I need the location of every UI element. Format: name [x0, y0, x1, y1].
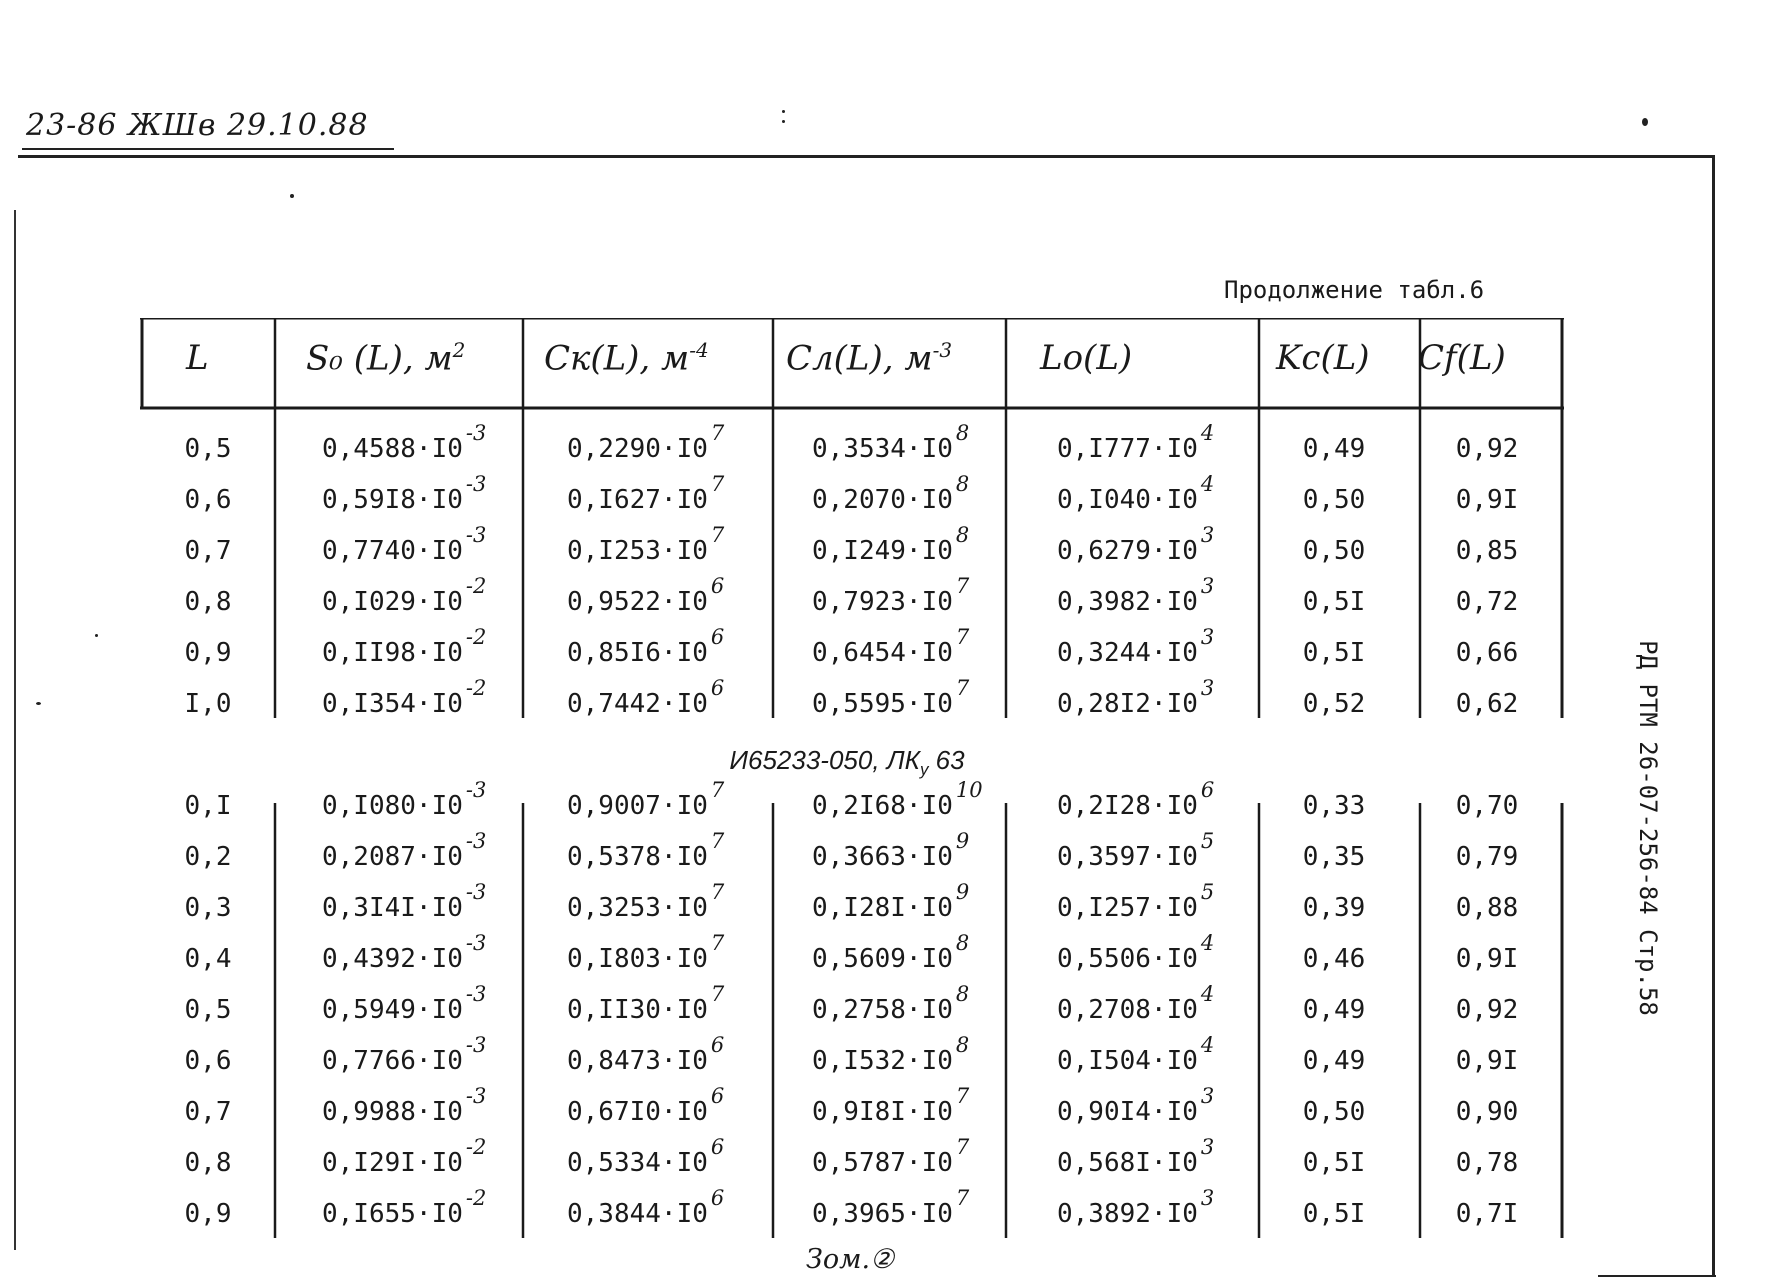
- cell-Ck: $0,8473\cdot I0^6$: [567, 1033, 725, 1076]
- cell-Cf: 0,9I: [1455, 944, 1519, 974]
- scan-speck: [782, 110, 785, 113]
- cell-Kc: 0,35: [1302, 842, 1366, 872]
- cell-L: 0,9: [184, 638, 232, 668]
- cell-Cl: $0,2070\cdot I0^8$: [812, 472, 970, 515]
- header-Ck: Cк(L), $м^{-4}$: [544, 338, 709, 379]
- cell-Lo: $0,3892\cdot I0^3$: [1057, 1186, 1215, 1229]
- cell-Lo: $0,90I4\cdot I0^3$: [1057, 1084, 1215, 1127]
- cell-Cl: $0,2I68\cdot I0^{10}$: [812, 778, 983, 821]
- cell-Kc: 0,49: [1302, 995, 1366, 1025]
- cell-L: 0,3: [184, 893, 232, 923]
- cell-S0: $0,59I8\cdot I0^{-3}$: [322, 472, 487, 515]
- cell-S0: $0,4392\cdot I0^{-3}$: [322, 931, 487, 974]
- cell-Cf: 0,92: [1455, 995, 1519, 1025]
- cell-Ck: $0,I253\cdot I0^7$: [567, 523, 725, 566]
- cell-Lo: $0,28I2\cdot I0^3$: [1057, 676, 1215, 719]
- header-Lo: Lo(L): [1040, 338, 1133, 378]
- cell-S0: $0,7740\cdot I0^{-3}$: [322, 523, 487, 566]
- cell-S0: $0,3I4I\cdot I0^{-3}$: [322, 880, 487, 923]
- cell-Kc: 0,50: [1302, 536, 1366, 566]
- cell-Kc: 0,5I: [1302, 1199, 1366, 1229]
- cell-Kc: 0,49: [1302, 434, 1366, 464]
- cell-L: 0,5: [184, 434, 232, 464]
- cell-Cf: 0,88: [1455, 893, 1519, 923]
- cell-Ck: $0,5378\cdot I0^7$: [567, 829, 725, 872]
- cell-Kc: 0,5I: [1302, 638, 1366, 668]
- cell-Ck: $0,3844\cdot I0^6$: [567, 1186, 725, 1229]
- cell-Lo: $0,6279\cdot I0^3$: [1057, 523, 1215, 566]
- cell-S0: $0,I354\cdot I0^{-2}$: [322, 676, 487, 719]
- footer-note: Зом.②: [806, 1244, 895, 1275]
- cell-L: 0,2: [184, 842, 232, 872]
- cell-Kc: 0,50: [1302, 485, 1366, 515]
- cell-Cl: $0,7923\cdot I0^7$: [812, 574, 970, 617]
- cell-Lo: $0,3244\cdot I0^3$: [1057, 625, 1215, 668]
- cell-S0: $0,I29I\cdot I0^{-2}$: [322, 1135, 487, 1178]
- cell-L: 0,9: [184, 1199, 232, 1229]
- cell-Kc: 0,50: [1302, 1097, 1366, 1127]
- cell-Ck: $0,67I0\cdot I0^6$: [567, 1084, 725, 1127]
- handwritten-underline: [22, 148, 394, 150]
- cell-Cl: $0,5609\cdot I0^8$: [812, 931, 970, 974]
- cell-Cf: 0,66: [1455, 638, 1519, 668]
- cell-Cl: $0,9I8I\cdot I0^7$: [812, 1084, 970, 1127]
- cell-Cf: 0,85: [1455, 536, 1519, 566]
- frame-top-line: [18, 155, 1714, 158]
- cell-Ck: $0,9522\cdot I0^6$: [567, 574, 725, 617]
- cell-Cl: $0,5787\cdot I0^7$: [812, 1135, 970, 1178]
- header-Kc: Kc(L): [1276, 338, 1370, 378]
- cell-S0: $0,4588\cdot I0^{-3}$: [322, 421, 487, 464]
- cell-Kc: 0,46: [1302, 944, 1366, 974]
- cell-Cl: $0,5595\cdot I0^7$: [812, 676, 970, 719]
- scan-speck: [36, 702, 41, 705]
- cell-L: I,0: [184, 689, 232, 719]
- cell-S0: $0,I655\cdot I0^{-2}$: [322, 1186, 487, 1229]
- scan-speck: [782, 120, 785, 123]
- cell-S0: $0,I029\cdot I0^{-2}$: [322, 574, 487, 617]
- cell-Cf: 0,92: [1455, 434, 1519, 464]
- header-S0: S₀ (L), $м^2$: [306, 338, 466, 379]
- header-L: L: [186, 338, 209, 378]
- cell-Kc: 0,39: [1302, 893, 1366, 923]
- cell-L: 0,I: [184, 791, 232, 821]
- cell-Cl: $0,2758\cdot I0^8$: [812, 982, 970, 1025]
- cell-Ck: $0,3253\cdot I0^7$: [567, 880, 725, 923]
- cell-S0: $0,9988\cdot I0^{-3}$: [322, 1084, 487, 1127]
- cell-Cf: 0,62: [1455, 689, 1519, 719]
- scan-speck: [95, 634, 98, 637]
- scan-speck: [1642, 118, 1648, 126]
- cell-S0: $0,7766\cdot I0^{-3}$: [322, 1033, 487, 1076]
- cell-S0: $0,II98\cdot I0^{-2}$: [322, 625, 487, 668]
- cell-Ck: $0,85I6\cdot I0^6$: [567, 625, 725, 668]
- cell-Lo: $0,I504\cdot I0^4$: [1057, 1033, 1215, 1076]
- cell-Ck: $0,9007\cdot I0^7$: [567, 778, 725, 821]
- cell-Lo: $0,I257\cdot I0^5$: [1057, 880, 1215, 923]
- cell-Cf: 0,90: [1455, 1097, 1519, 1127]
- cell-L: 0,7: [184, 536, 232, 566]
- cell-Cl: $0,3965\cdot I0^7$: [812, 1186, 970, 1229]
- cell-Cl: $0,I249\cdot I0^8$: [812, 523, 970, 566]
- handwritten-note: 23-86 ЖШв 29.10.88: [26, 108, 369, 143]
- cell-S0: $0,2087\cdot I0^{-3}$: [322, 829, 487, 872]
- continuation-label: Продолжение табл.6: [1224, 276, 1485, 304]
- cell-Ck: $0,2290\cdot I0^7$: [567, 421, 725, 464]
- cell-Lo: $0,I040\cdot I0^4$: [1057, 472, 1215, 515]
- cell-Lo: $0,2I28\cdot I0^6$: [1057, 778, 1215, 821]
- cell-Ck: $0,II30\cdot I0^7$: [567, 982, 725, 1025]
- cell-S0: $0,5949\cdot I0^{-3}$: [322, 982, 487, 1025]
- header-Cl: Cл(L), $м^{-3}$: [786, 338, 953, 379]
- section-title: И65233-050, $ЛК_у$ 63: [729, 745, 965, 780]
- cell-Cl: $0,I28I\cdot I0^9$: [812, 880, 970, 923]
- cell-L: 0,7: [184, 1097, 232, 1127]
- cell-Cf: 0,79: [1455, 842, 1519, 872]
- cell-Cf: 0,9I: [1455, 1046, 1519, 1076]
- cell-Kc: 0,52: [1302, 689, 1366, 719]
- cell-Cl: $0,I532\cdot I0^8$: [812, 1033, 970, 1076]
- cell-Cf: 0,78: [1455, 1148, 1519, 1178]
- cell-L: 0,8: [184, 1148, 232, 1178]
- cell-Lo: $0,2708\cdot I0^4$: [1057, 982, 1215, 1025]
- cell-L: 0,5: [184, 995, 232, 1025]
- cell-Cf: 0,9I: [1455, 485, 1519, 515]
- header-Cf: Cf(L): [1418, 338, 1506, 378]
- cell-Kc: 0,5I: [1302, 587, 1366, 617]
- document-reference: РД РТМ 26-07-256-84 Стр.58: [1634, 640, 1662, 1016]
- cell-Cl: $0,3534\cdot I0^8$: [812, 421, 970, 464]
- cell-L: 0,4: [184, 944, 232, 974]
- scan-speck: [290, 194, 294, 198]
- cell-Lo: $0,5506\cdot I0^4$: [1057, 931, 1215, 974]
- cell-Kc: 0,49: [1302, 1046, 1366, 1076]
- cell-Cf: 0,70: [1455, 791, 1519, 821]
- cell-Cf: 0,7I: [1455, 1199, 1519, 1229]
- cell-Ck: $0,5334\cdot I0^6$: [567, 1135, 725, 1178]
- cell-Kc: 0,5I: [1302, 1148, 1366, 1178]
- cell-Ck: $0,I803\cdot I0^7$: [567, 931, 725, 974]
- cell-Lo: $0,I777\cdot I0^4$: [1057, 421, 1215, 464]
- cell-Cl: $0,3663\cdot I0^9$: [812, 829, 970, 872]
- frame-right-line: [1712, 155, 1715, 1275]
- cell-L: 0,6: [184, 1046, 232, 1076]
- frame-left-line: [14, 210, 16, 1250]
- cell-Ck: $0,I627\cdot I0^7$: [567, 472, 725, 515]
- cell-Lo: $0,568I\cdot I0^3$: [1057, 1135, 1215, 1178]
- cell-L: 0,8: [184, 587, 232, 617]
- cell-Lo: $0,3597\cdot I0^5$: [1057, 829, 1215, 872]
- cell-S0: $0,I080\cdot I0^{-3}$: [322, 778, 487, 821]
- cell-Cf: 0,72: [1455, 587, 1519, 617]
- cell-Lo: $0,3982\cdot I0^3$: [1057, 574, 1215, 617]
- cell-Cl: $0,6454\cdot I0^7$: [812, 625, 970, 668]
- cell-L: 0,6: [184, 485, 232, 515]
- cell-Kc: 0,33: [1302, 791, 1366, 821]
- cell-Ck: $0,7442\cdot I0^6$: [567, 676, 725, 719]
